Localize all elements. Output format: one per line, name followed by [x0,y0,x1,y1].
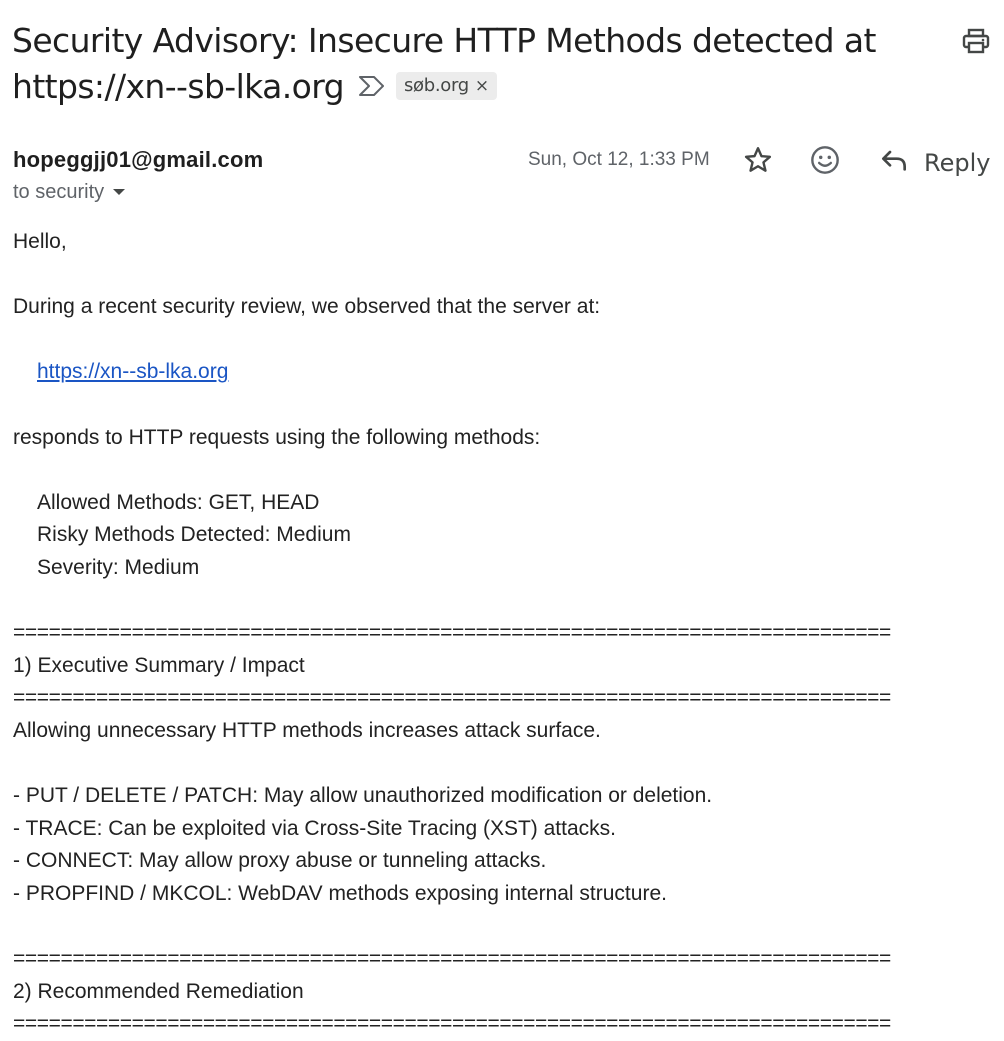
reply-arrow-icon [878,144,910,181]
bullet-item: - CONNECT: May allow proxy abuse or tunneling attacks. [13,849,547,873]
reply-button[interactable] [878,144,990,181]
print-icon[interactable] [962,28,990,59]
recipient-label: to security [13,181,105,203]
greeting: Hello, [13,230,67,253]
subject-text: Security Advisory: Insecure HTTP Methods detected at https://xn--sb-lka.org [12,21,876,106]
star-icon[interactable] [742,144,774,181]
server-link[interactable]: https://xn--sb-lka.org [37,360,229,384]
separator-line: ========================================================================== [13,1012,891,1036]
responds-text: responds to HTTP requests using the following methods: [13,425,541,449]
email-header [12,18,942,110]
bullet-item: - PROPFIND / MKCOL: WebDAV methods exposing internal structure. [13,881,667,905]
recipient-details[interactable] [13,181,126,204]
bullet-item: - TRACE: Can be exploited via Cross-Site Tracing (XST) attacks. [13,816,616,840]
emoji-react-icon[interactable] [809,144,841,181]
sender-address[interactable]: hopeggjj01@gmail.com [13,147,264,172]
blank-line [13,324,993,357]
reply-label: Reply [924,148,991,177]
risky-methods: Risky Methods Detected: Medium [37,523,351,547]
intro-text: During a recent security review, we observed that the server at: [13,295,601,319]
blank-line [13,585,993,618]
bullet-item: - PUT / DELETE / PATCH: May allow unauthorized modification or deletion. [13,784,713,808]
label-chip[interactable] [396,72,497,100]
caret-down-icon[interactable] [112,180,126,203]
separator-line: ========================================================================== [13,686,891,710]
section-2-title: 2) Recommended Remediation [13,979,304,1003]
blank-line [13,389,993,422]
blank-line [13,259,993,292]
section-1-intro: Allowing unnecessary HTTP methods increases attack surface. [13,718,601,742]
section-1-title: 1) Executive Summary / Impact [13,653,305,677]
label-chip-text: søb.org [403,74,469,96]
email-subject [12,18,942,110]
important-marker-icon[interactable] [358,63,386,109]
blank-line [13,454,993,487]
allowed-methods: Allowed Methods: GET, HEAD [37,490,320,514]
severity: Severity: Medium [37,555,200,579]
server-link-row [13,356,993,389]
blank-line [13,910,993,943]
close-icon[interactable]: × [474,75,489,96]
blank-line [13,748,993,781]
separator-line: ========================================================================== [13,621,891,645]
email-body [13,226,993,1041]
email-date: Sun, Oct 12, 1:33 PM [528,149,710,170]
separator-line: ========================================================================== [13,947,891,971]
